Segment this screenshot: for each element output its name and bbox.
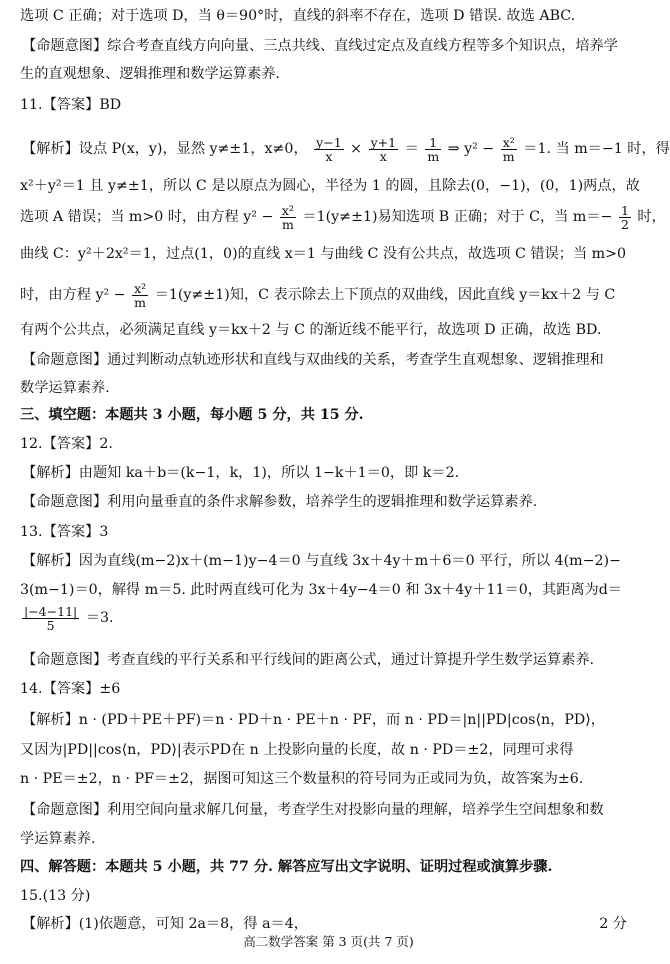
section-heading: 四、解答题：本题共 5 小题，共 77 分. 解答应写出文字说明、证明过程或演算步骤. (20, 859, 553, 875)
text-line: 3(m−1)＝0，解得 m＝5. 此时两直线可化为 3x＋4y−4＝0 和 3x＋4y＋11＝0，其距离为d＝ (20, 582, 622, 598)
text-segment: ⇒ y² − (447, 141, 495, 157)
text-line (20, 202, 666, 240)
answer-heading-11: 11.【答案】BD (20, 97, 122, 113)
fraction: $\frac{\text{x²}}{m}$ (502, 134, 515, 164)
page-footer: 高二数学答案 第 3 页(共 7 页) (243, 934, 414, 949)
analysis-line (22, 134, 670, 172)
answer-heading-12: 12.【答案】2. (20, 436, 113, 452)
fraction: $\frac{1}{2}$ (620, 202, 629, 232)
analysis-line: 【解析】由题知 ka＋b＝(k−1，k，1)，所以 1−k＋1＝0，即 k＝2. (22, 465, 460, 481)
text-line: x²＋y²＝1 且 y≠±1，所以 C 是以原点为圆心，半径为 1 的圆，且除去(0，−1)，(0，1)两点，故 (20, 178, 640, 194)
text-line: 【命题意图】利用向量垂直的条件求解参数，培养学生的逻辑推理和数学运算素养. (22, 494, 538, 510)
fraction: $\frac{|-4-11|}{5}$ (24, 603, 78, 633)
text-line: 数学运算素养. (20, 380, 110, 396)
fraction: $\frac{y+1}{x}$ (370, 134, 397, 164)
text-segment: 【解析】设点 P(x，y)，显然 y≠±1，x≠0， (22, 141, 308, 157)
answer-heading-13: 13.【答案】3 (20, 524, 109, 540)
text-line: 曲线 C：y²＋2x²＝1，过点(1，0)的直线 x＝1 与曲线 C 没有公共点，故选项 C 错误；当 m>0 (20, 246, 627, 262)
times-sign: × (350, 141, 363, 157)
text-segment: 选项 A 错误；当 m>0 时，由方程 y² − (20, 209, 274, 225)
text-segment: ＝3. (85, 610, 114, 626)
text-segment: ＝1(y≠±1)知，C 表示除去上下顶点的双曲线，因此直线 y＝kx＋2 与 C (154, 287, 616, 303)
analysis-line: 【解析】n · (PD＋PE＋PF)＝n · PD＋n · PE＋n · PF，而 n · PD＝|n||PD|cos⟨n，PD⟩， (22, 712, 605, 728)
fraction: $\frac{\text{x²}}{m}$ (134, 280, 147, 310)
score-label: 2 分 (599, 916, 627, 932)
text-line: 又因为|PD||cos⟨n，PD⟩|表示PD在 n 上投影向量的长度，故 n · PD＝±2，同理可求得 (20, 742, 574, 758)
text-segment: 【解析】(1)依题意，可知 2a＝8，得 a＝4， (22, 916, 308, 932)
text-line (20, 280, 637, 318)
text-line: 有两个公共点，必须满足直线 y＝kx＋2 与 C 的渐近线不能平行，故选项 D 正确，故选 BD. (20, 322, 602, 338)
text-segment: ＝1(y≠±1)易知选项 B 正确；对于 C，当 m＝− (302, 209, 613, 225)
fraction: $\frac{\text{x²}}{m}$ (281, 202, 294, 232)
text-segment: 时， (637, 209, 666, 225)
answer-heading-14: 14.【答案】±6 (20, 681, 121, 697)
text-line: 学运算素养. (20, 831, 96, 847)
text-line: 【命题意图】通过判断动点轨迹形状和直线与双曲线的关系，考查学生直观想象、逻辑推理和 (22, 352, 604, 368)
text-line: 【命题意图】考查直线的平行关系和平行线间的距离公式，通过计算提升学生数学运算素养. (22, 652, 595, 668)
text-line: n · PE＝±2，n · PF＝±2，据图可知这三个数量积的符号同为正或同为负，故答案为±6. (20, 771, 584, 787)
text-line: 生的直观想象、逻辑推理和数学运算素养. (20, 66, 280, 82)
text-segment: 时，由方程 y² − (20, 287, 126, 303)
text-segment: ＝1. 当 m＝−1 时，得 (523, 141, 670, 157)
equals-sign: ＝ (404, 141, 419, 157)
analysis-line: 【解析】因为直线(m−2)x＋(m−1)y−4＝0 与直线 3x＋4y＋m＋6＝0 平行，所以 4(m−2)− (22, 553, 621, 569)
text-line: 选项 C 正确；对于选项 D，当 θ＝90°时，直线的斜率不存在，选项 D 错误. 故选 ABC. (20, 8, 576, 24)
section-heading: 三、填空题：本题共 3 小题，每小题 5 分，共 15 分. (20, 407, 364, 423)
text-line (20, 603, 637, 639)
fraction: $\frac{1}{m}$ (427, 134, 440, 164)
text-line: 【命题意图】综合考查直线方向向量、三点共线、直线过定点及直线方程等多个知识点，培养学 (22, 38, 618, 54)
text-line: 【命题意图】利用空间向量求解几何量，考查学生对投影向量的理解，培养学生空间想象和数 (22, 802, 604, 818)
analysis-line (22, 914, 637, 934)
question-heading-15: 15.(13 分) (20, 888, 91, 904)
fraction: $\frac{y-1}{x}$ (316, 134, 342, 164)
